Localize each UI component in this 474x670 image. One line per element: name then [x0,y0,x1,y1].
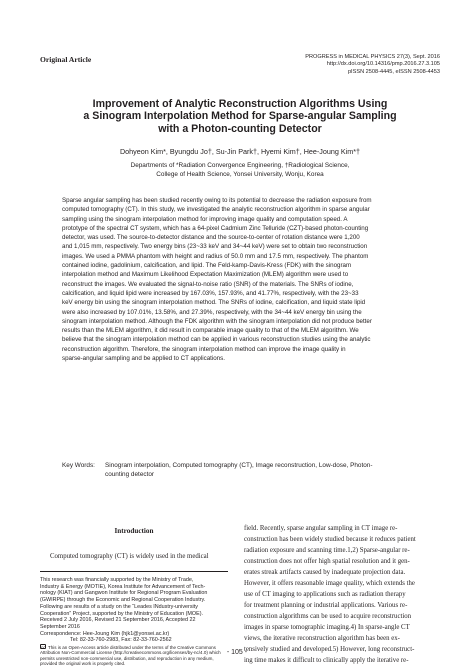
affiliation-line: Departments of *Radiation Convergence Engineering, †Radiological Science, [130,162,350,169]
abstract-line: computed tomography (CT). In this study, we investigated the analytic reconstruction algorithm in sparse angular [62,206,370,214]
funding-line: Following are results of a study on the “Leades INdustry-university [40,603,198,610]
left-column [40,527,228,560]
abstract-line: calcification, and liquid lipid were increased by 167.03%, 157.93%, and 41.77%, respectively, with the 23~33 [62,289,359,297]
abstract-line: reconstruction algorithm. Therefore, the sinogram interpolation method can improve the image quality in [62,345,346,353]
body-line: radiation exposure and scanning time.1,2) Sparse-angular re- [244,547,410,554]
cc-license-icon: cc [41,645,46,651]
body-line: construction does not offer high spatial resolution and it gen- [244,558,410,565]
license-line: Attribution Non-Commercial License (http://creativecommons.org/licenses/by-nc/4.0) which [40,650,221,656]
page-number: - 105 - [226,649,248,656]
body-line: However, it offers reasonable image quality, which extends the [244,580,415,587]
abstract-line: sampling using the sinogram interpolation method for improving image quality and computation speed. A [62,215,348,223]
author-list: Dohyeon Kim*, Byungdu Jo†, Su-Jin Park†, Hyemi Kim†, Hee-Joung Kim*† [119,147,361,156]
body-line: field. Recently, sparse angular sampling in CT image re- [244,525,398,532]
abstract-line: interpolation method and Maximum Likelihood Expectation Maximization (MLEM) algorithm were used to [62,271,349,279]
keywords-line: counting detector [105,471,155,478]
body-line: construction has been widely studied because it reduces patient [244,536,416,543]
abstract-line: and 1,015 mm, respectively. Two energy bins (23~33 keV and 34~44 keV) were set to obtain two reconstruction [62,243,368,251]
received-dates: Received 2 July 2016, Revised 21 September 2016, Accepted 22 [40,617,196,624]
title-line: a Sinogram Interpolation Method for Sparse-angular Sampling [83,110,397,123]
abstract-line: images. We used a PMMA phantom with height and radius of 50.0 mm and 17.5 mm, respectively. The phantom [62,252,369,260]
doi-link[interactable]: http://dx.doi.org/10.14316/pmp.2016.27.3.105 [326,61,440,68]
correspondence: Correspondence: Hee-Joung Kim (hjk1@yonsei.ac.kr) [40,630,170,637]
title-line: Improvement of Analytic Reconstruction Algorithms Using [92,98,388,110]
received-dates: September 2016 [40,623,80,630]
introduction-heading: Introduction [114,527,154,535]
title-line: with a Photon-counting Detector [158,122,322,135]
right-column [244,523,434,666]
abstract-line: results than the MLEM algorithm, it did result in comparable image quality to that of the MLEM algorithm. We [62,327,359,335]
abstract-line: were also increased by 107.01%, 13.58%, and 27.39%, respectively, with the 34~44 keV energy bin using the [62,308,362,316]
keywords-line: Sinogram interpolation, Computed tomography (CT), Image reconstruction, Low-dose, Photon- [105,462,373,469]
abstract-line: Sparse angular sampling has been studied recently owing to its potential to decrease the radiation exposure from [62,197,372,204]
keywords-label: Key Words: [62,462,95,469]
article-title [40,98,440,135]
footnote-divider [40,571,228,572]
body-line: views, the iterative reconstruction algorithm has been ex- [244,635,400,642]
abstract-line: prototype of the spectral CT system, which has a 64-pixel Cadmium Zinc Telluride (CZT)-based photon-counting [62,224,369,232]
abstract-line: sparse-angular sampling and be applied to CT applications. [62,355,225,363]
body-line: ing time makes it difficult to clinically apply the iterative re- [244,657,409,664]
license-line: This is an Open-Access article distributed under the terms of the Creative Commons [48,645,216,651]
abstract-line: sinogram interpolation method. Although the FDK algorithm with the sinogram interpolation did not produce better [62,317,372,325]
body-line: construction algorithms can be used to acquire reconstruction [244,613,412,620]
keywords-text [105,461,435,479]
article-type-label: Original Article [40,55,92,64]
funding-line: (GWIRPE) through the Economic and Regional Cooperation Industry. [40,597,206,604]
funding-line: nology (KIAT) and Gangwon Institute for Regional Program Evaluation [40,590,208,597]
abstract-line: detector, was used. The source-to-detector distance and the source-to-center of rotation distance were 1,200 [62,234,360,242]
affiliation [40,162,440,179]
abstract [62,196,432,363]
abstract-line: reconstruct the images. We evaluated the signal-to-noise ratio (SNR) of the materials. The SNRs of iodine, [62,280,354,288]
body-line: for treatment planning or industrial applications. Various re- [244,602,408,609]
license-line: permits unrestricted non-commercial use, distribution, and reproduction in any medium, [40,655,214,661]
introduction-text: Computed tomography (CT) is widely used in the medical [50,553,209,560]
abstract-line: contained iodine, gadolinium, calcification, and lipid. The Feld-kamp-Davis-Kress (FDK) with the sinogram [62,262,352,270]
funding-line: Industry & Energy (MOTIE), Korea Institute for Advancement of Tech- [40,583,206,590]
funding-line: Cooperation” Project, supported by the Ministry of Education (MOE). [40,610,203,617]
issn-line: pISSN 2508-4445, eISSN 2508-4453 [347,68,440,75]
abstract-line: believe that the sinogram interpolation method can be applied in various reconstruction studies using the analytic [62,336,371,344]
license-line: provided the original work is properly cited. [40,660,126,666]
body-line: use of CT imaging to applications such as radiation therapy [244,591,406,598]
affiliation-line: College of Health Science, Yonsei University, Wonju, Korea [156,170,324,178]
journal-citation: PROGRESS in MEDICAL PHYSICS 27(3), Sept. 2016 [305,54,440,60]
abstract-line: keV energy bin using the sinogram interpolation method. The SNRs of iodine, calcification, and liquid state lipid [62,299,366,307]
journal-info [250,54,440,76]
body-line: images in sparse tomographic imaging.4) In sparse-angle CT [244,624,410,631]
body-line: erates streak artifacts caused by inadequate projection data. [244,569,406,576]
body-line: tensively studied and developed.5) However, long reconstruct- [244,646,415,653]
funding-line: This research was financially supported by the Ministry of Trade, [40,577,194,583]
contact-numbers: Tel: 82-33-760-2983, Fax: 82-33-760-2562 [70,637,172,644]
